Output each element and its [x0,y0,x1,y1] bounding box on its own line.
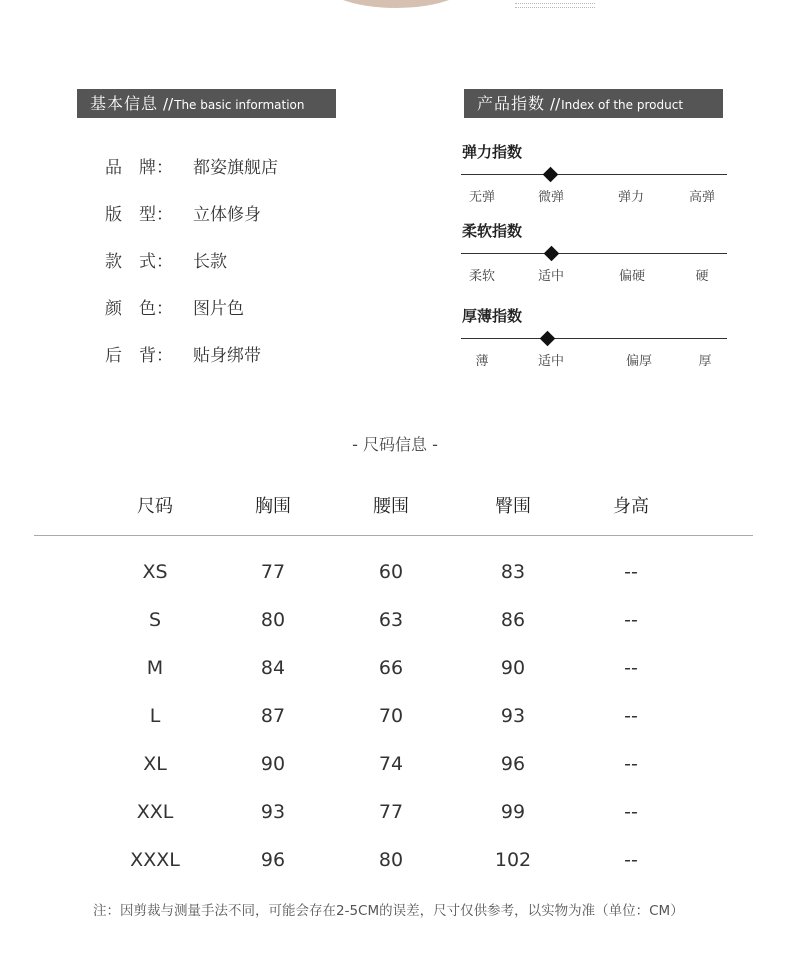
table-cell: 90 [500,657,526,679]
info-row-back [105,345,261,367]
product-index-header-cn: 产品指数 [477,94,546,113]
hip-column-header: 臀围 [495,496,531,517]
table-cell: 93 [500,705,526,727]
table-cell: 80 [260,609,286,631]
product-image-edge [318,0,474,8]
softness-label: 适中 [537,269,564,284]
table-cell: 77 [260,561,286,583]
info-row-color [105,298,244,320]
table-cell: 99 [500,801,526,823]
decorative-dots [515,3,595,8]
thickness-label: 薄 [475,354,489,369]
softness-index-marker [544,246,560,262]
table-cell: -- [624,801,638,823]
softness-label: 硬 [695,269,709,284]
table-cell: 60 [378,561,404,583]
info-row-fit [105,204,261,226]
table-cell: 83 [500,561,526,583]
size-info-title: - 尺码信息 - [352,435,438,454]
table-cell: 96 [500,753,526,775]
table-cell: 87 [260,705,286,727]
elasticity-index-marker [543,167,559,183]
height-column-header: 身高 [613,496,649,517]
table-cell: -- [624,609,638,631]
table-divider [34,535,753,536]
table-cell: XXXL [130,849,180,871]
table-cell: XL [143,753,167,775]
table-cell: 84 [260,657,286,679]
product-index-header-sep: // [550,95,561,113]
chest-column-header: 胸围 [255,496,291,517]
elasticity-label: 弹力 [617,190,644,205]
size-column-header: 尺码 [137,496,173,517]
product-index-header-en: Index of the product [561,98,684,112]
table-cell: XXL [136,801,174,823]
table-cell: XS [142,561,168,583]
thickness-index-scale [461,338,727,339]
info-label: 版 型： [105,205,173,225]
table-cell: -- [624,657,638,679]
info-value: 长款 [193,252,227,272]
waist-column-header: 腰围 [373,496,409,517]
table-cell: -- [624,849,638,871]
table-cell: 74 [378,753,404,775]
table-cell: 77 [378,801,404,823]
table-cell: 90 [260,753,286,775]
info-label: 颜 色： [105,299,173,319]
table-cell: 66 [378,657,404,679]
table-cell: S [148,609,162,631]
table-cell: 70 [378,705,404,727]
thickness-label: 适中 [537,354,564,369]
softness-label: 偏硬 [618,269,645,284]
basic-info-header-en: The basic information [174,98,305,112]
size-note: 注：因剪裁与测量手法不同，可能会存在2-5CM的误差，尺寸仅供参考，以实物为准（单位：CM） [93,903,684,919]
table-cell: 63 [378,609,404,631]
info-value: 都姿旗舰店 [193,158,278,178]
info-row-brand [105,157,278,179]
table-cell: M [146,657,164,679]
table-cell: -- [624,705,638,727]
info-value: 立体修身 [193,205,261,225]
table-cell: 102 [494,849,532,871]
table-cell: L [149,705,161,727]
info-value: 贴身绑带 [193,346,261,366]
table-cell: -- [624,561,638,583]
table-cell: 86 [500,609,526,631]
thickness-label: 厚 [698,354,712,369]
table-cell: 93 [260,801,286,823]
elasticity-label: 高弹 [688,190,715,205]
elasticity-label: 无弹 [468,190,495,205]
thickness-index-title: 厚薄指数 [462,307,523,325]
info-value: 图片色 [193,299,244,319]
table-cell: 80 [378,849,404,871]
elasticity-index-scale [461,174,727,175]
basic-info-header-cn: 基本信息 [90,94,159,113]
elasticity-index-title: 弹力指数 [462,143,523,161]
table-cell: 96 [260,849,286,871]
info-label: 品 牌： [105,158,173,178]
elasticity-label: 微弹 [537,190,564,205]
info-row-style [105,251,227,273]
softness-index-title: 柔软指数 [462,222,523,240]
product-index-header [464,89,723,118]
table-cell: -- [624,753,638,775]
thickness-index-marker [540,331,556,347]
thickness-label: 偏厚 [625,354,652,369]
info-label: 款 式： [105,252,173,272]
softness-label: 柔软 [468,269,495,284]
softness-index-scale [461,253,727,254]
info-label: 后 背： [105,346,173,366]
basic-info-header [77,89,336,118]
basic-info-header-sep: // [163,95,174,113]
